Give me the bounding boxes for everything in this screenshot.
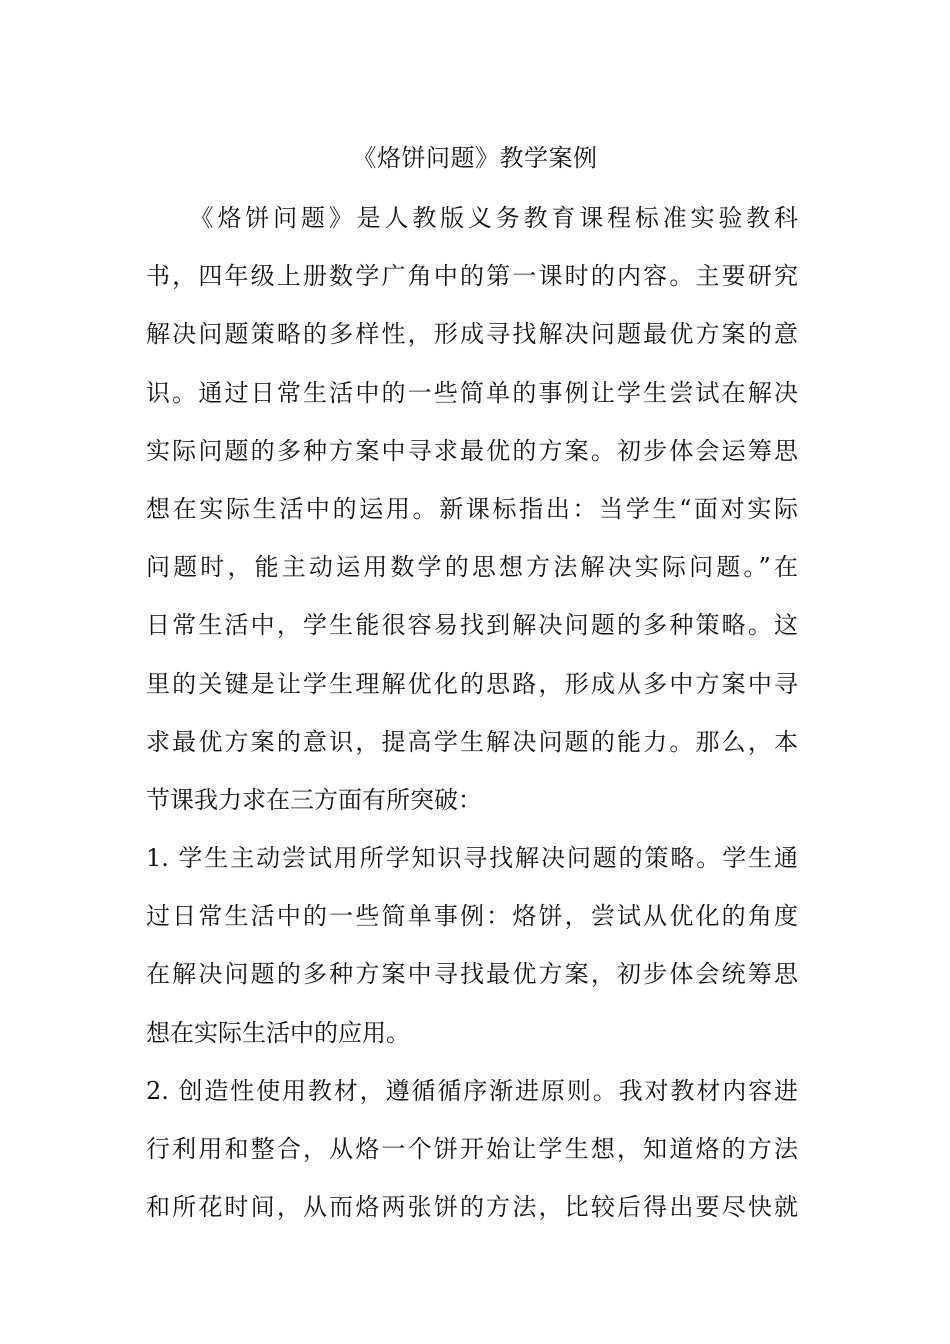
text-line: 问题时，能主动运用数学的思想方法解决实际问题。”在	[146, 553, 798, 582]
text-line: 过日常生活中的一些简单事例：烙饼，尝试从优化的角度	[146, 902, 798, 931]
text-line: 2. 创造性使用教材，遵循循序渐进原则。我对教材内容进	[146, 1076, 798, 1105]
text-line: 日常生活中，学生能很容易找到解决问题的多种策略。这	[146, 611, 798, 640]
text-line: 识。通过日常生活中的一些简单的事例让学生尝试在解决	[146, 378, 798, 407]
text-line: 节课我力求在三方面有所突破：	[146, 785, 482, 814]
text-line: 行利用和整合，从烙一个饼开始让学生想，知道烙的方法	[146, 1135, 798, 1163]
document-title: 《烙饼问题》教学案例	[352, 144, 598, 172]
text-line: 《烙饼问题》是人教版义务教育课程标准实验教科	[146, 204, 798, 232]
text-line: 和所花时间，从而烙两张饼的方法，比较后得出要尽快就	[146, 1193, 798, 1222]
text-line: 1. 学生主动尝试用所学知识寻找解决问题的策略。学生通	[146, 844, 798, 873]
text-line: 求最优方案的意识，提高学生解决问题的能力。那么，本	[146, 727, 798, 756]
text-line: 解决问题策略的多样性，形成寻找解决问题最优方案的意	[146, 320, 798, 349]
text-line: 里的关键是让学生理解优化的思路，形成从多中方案中寻	[146, 669, 798, 698]
text-line: 书，四年级上册数学广角中的第一课时的内容。主要研究	[146, 262, 798, 291]
text-line: 在解决问题的多种方案中寻找最优方案，初步体会统筹思	[146, 960, 798, 989]
text-line: 想在实际生活中的运用。新课标指出：当学生“面对实际	[146, 494, 798, 523]
text-line: 实际问题的多种方案中寻求最优的方案。初步体会运筹思	[146, 436, 798, 465]
text-line: 想在实际生活中的应用。	[146, 1018, 410, 1047]
document-body	[146, 195, 798, 1242]
